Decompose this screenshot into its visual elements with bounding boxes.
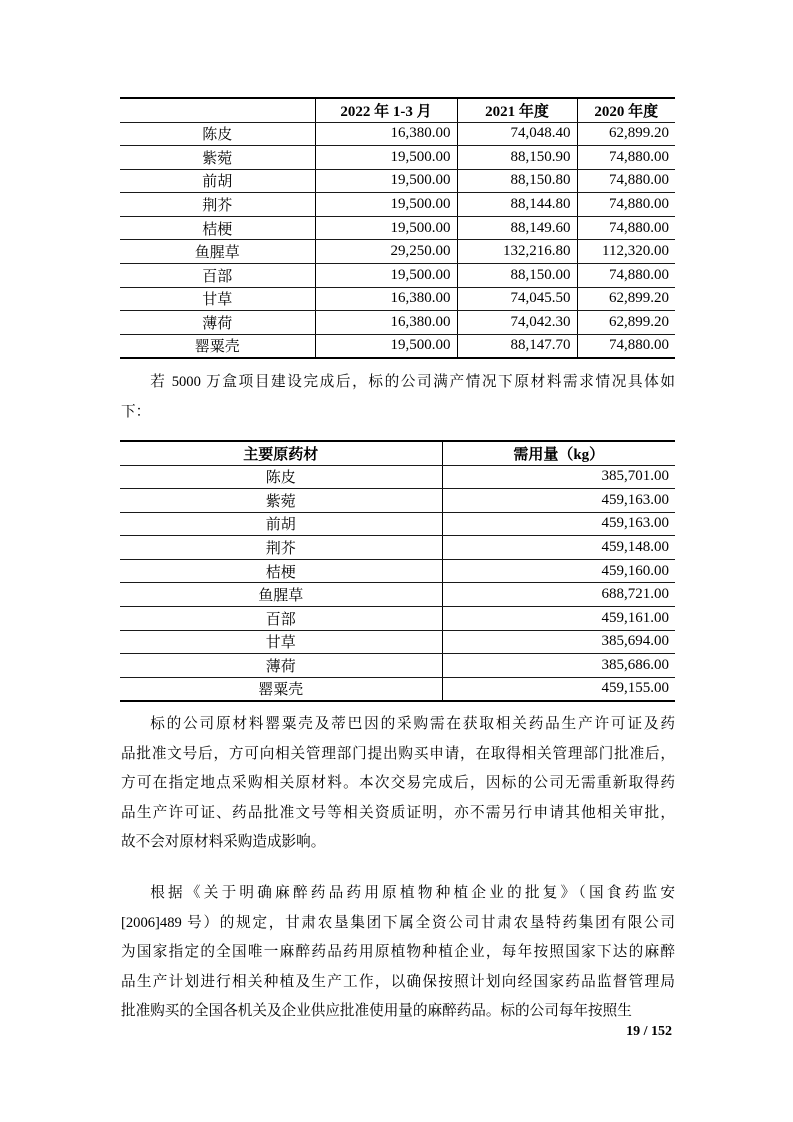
full-capacity-demand-table	[120, 440, 675, 702]
demand-value-cell: 459,148.00	[442, 536, 675, 560]
material-name-cell: 紫菀	[120, 489, 442, 513]
paragraph-line: 根据《关于明确麻醉药品药用原植物种植企业的批复》（国食药监安	[150, 885, 675, 901]
value-cell: 74,880.00	[577, 216, 675, 240]
material-name-cell: 桔梗	[120, 216, 315, 240]
material-name-cell: 罂粟壳	[120, 334, 315, 358]
material-name-cell: 前胡	[120, 169, 315, 193]
material-name-cell: 百部	[120, 264, 315, 288]
table-row	[120, 122, 675, 146]
value-cell: 19,500.00	[315, 334, 457, 358]
table-row	[120, 334, 675, 358]
table-row	[120, 169, 675, 193]
material-name-cell: 陈皮	[120, 465, 442, 489]
material-name-cell: 前胡	[120, 512, 442, 536]
table-row	[120, 264, 675, 288]
table-row	[120, 216, 675, 240]
value-cell: 74,045.50	[457, 287, 577, 311]
page-number: 19 / 152	[626, 1024, 672, 1039]
table-row	[120, 654, 675, 678]
material-name-cell: 甘草	[120, 630, 442, 654]
table-row	[120, 240, 675, 264]
material-name-cell: 罂粟壳	[120, 677, 442, 701]
table-row	[120, 677, 675, 701]
table-row	[120, 311, 675, 335]
value-cell: 62,899.20	[577, 311, 675, 335]
material-name-cell: 紫菀	[120, 146, 315, 170]
value-cell: 19,500.00	[315, 193, 457, 217]
header-cell-demand: 需用量（kg）	[442, 441, 675, 465]
value-cell: 19,500.00	[315, 146, 457, 170]
value-cell: 88,149.60	[457, 216, 577, 240]
demand-value-cell: 459,155.00	[442, 677, 675, 701]
material-name-cell: 鱼腥草	[120, 583, 442, 607]
demand-value-cell: 459,160.00	[442, 559, 675, 583]
value-cell: 19,500.00	[315, 264, 457, 288]
value-cell: 88,150.00	[457, 264, 577, 288]
table-row	[120, 489, 675, 513]
value-cell: 62,899.20	[577, 122, 675, 146]
material-name-cell: 荆芥	[120, 536, 442, 560]
material-name-cell: 甘草	[120, 287, 315, 311]
table-row	[120, 287, 675, 311]
purchase-by-period-table	[120, 97, 675, 359]
material-name-cell: 百部	[120, 607, 442, 631]
material-name-cell: 薄荷	[120, 311, 315, 335]
paragraph-line: 品生产计划进行相关种植及生产工作，以确保按照计划向经国家药品监督管理局	[121, 973, 675, 990]
demand-value-cell: 459,161.00	[442, 607, 675, 631]
value-cell: 112,320.00	[577, 240, 675, 264]
value-cell: 29,250.00	[315, 240, 457, 264]
value-cell: 62,899.20	[577, 287, 675, 311]
table-row	[120, 607, 675, 631]
demand-value-cell: 688,721.00	[442, 583, 675, 607]
table-row	[120, 193, 675, 217]
demand-value-cell: 459,163.00	[442, 489, 675, 513]
table-row	[120, 536, 675, 560]
body-paragraph-planting-approval	[121, 879, 675, 1027]
table-row	[120, 512, 675, 536]
demand-value-cell: 459,163.00	[442, 512, 675, 536]
value-cell: 74,042.30	[457, 311, 577, 335]
paragraph-line: 品生产许可证、药品批准文号等相关资质证明，亦不需另行申请其他相关审批，	[121, 804, 675, 821]
value-cell: 19,500.00	[315, 216, 457, 240]
value-cell: 88,144.80	[457, 193, 577, 217]
value-cell: 74,880.00	[577, 146, 675, 170]
value-cell: 88,150.90	[457, 146, 577, 170]
value-cell: 88,147.70	[457, 334, 577, 358]
paragraph-line: 批准购买的全国各机关及企业供应批准使用量的麻醉药品。标的公司每年按照生	[121, 1003, 632, 1019]
paragraph-line: 故不会对原材料采购造成影响。	[121, 834, 326, 850]
value-cell: 19,500.00	[315, 169, 457, 193]
demand-table-body	[120, 465, 675, 701]
demand-value-cell: 385,701.00	[442, 465, 675, 489]
header-cell-material: 主要原药材	[120, 441, 442, 465]
header-cell-2021: 2021 年度	[457, 98, 577, 122]
header-cell-2022: 2022 年 1-3 月	[315, 98, 457, 122]
paragraph-line: 标的公司原材料罂粟壳及蒂巴因的采购需在获取相关药品生产许可证及药	[150, 716, 675, 732]
table-row	[120, 465, 675, 489]
value-cell: 88,150.80	[457, 169, 577, 193]
table-row	[120, 583, 675, 607]
header-cell-empty	[120, 98, 315, 122]
table-row	[120, 559, 675, 583]
header-cell-2020: 2020 年度	[577, 98, 675, 122]
demand-value-cell: 385,686.00	[442, 654, 675, 678]
paragraph-line: 下：	[121, 403, 151, 420]
value-cell: 74,880.00	[577, 169, 675, 193]
paragraph-line: 为国家指定的全国唯一麻醉药品药用原植物种植企业，每年按照国家下达的麻醉	[121, 944, 675, 960]
value-cell: 74,880.00	[577, 334, 675, 358]
paragraph-line: 若 5000 万盒项目建设完成后，标的公司满产情况下原材料需求情况具体如	[150, 374, 675, 390]
value-cell: 74,880.00	[577, 264, 675, 288]
table-header-row	[120, 98, 675, 122]
period-table-body	[120, 122, 675, 358]
intro-paragraph	[121, 368, 675, 427]
paragraph-line: 方可在指定地点采购相关原材料。本次交易完成后，因标的公司无需重新取得药	[121, 775, 675, 791]
table-row	[120, 146, 675, 170]
value-cell: 74,048.40	[457, 122, 577, 146]
material-name-cell: 鱼腥草	[120, 240, 315, 264]
material-name-cell: 桔梗	[120, 559, 442, 583]
value-cell: 132,216.80	[457, 240, 577, 264]
table-header-row	[120, 441, 675, 465]
paragraph-line: [2006]489 号）的规定，甘肃农垦集团下属全资公司甘肃农垦特药集团有限公司	[121, 914, 675, 931]
value-cell: 16,380.00	[315, 122, 457, 146]
table-row	[120, 630, 675, 654]
value-cell: 74,880.00	[577, 193, 675, 217]
value-cell: 16,380.00	[315, 311, 457, 335]
paragraph-line: 品批准文号后，方可向相关管理部门提出购买申请，在取得相关管理部门批准后，	[121, 745, 675, 762]
material-name-cell: 陈皮	[120, 122, 315, 146]
value-cell: 16,380.00	[315, 287, 457, 311]
material-name-cell: 薄荷	[120, 654, 442, 678]
body-paragraph-procurement	[121, 710, 675, 858]
material-name-cell: 荆芥	[120, 193, 315, 217]
demand-value-cell: 385,694.00	[442, 630, 675, 654]
